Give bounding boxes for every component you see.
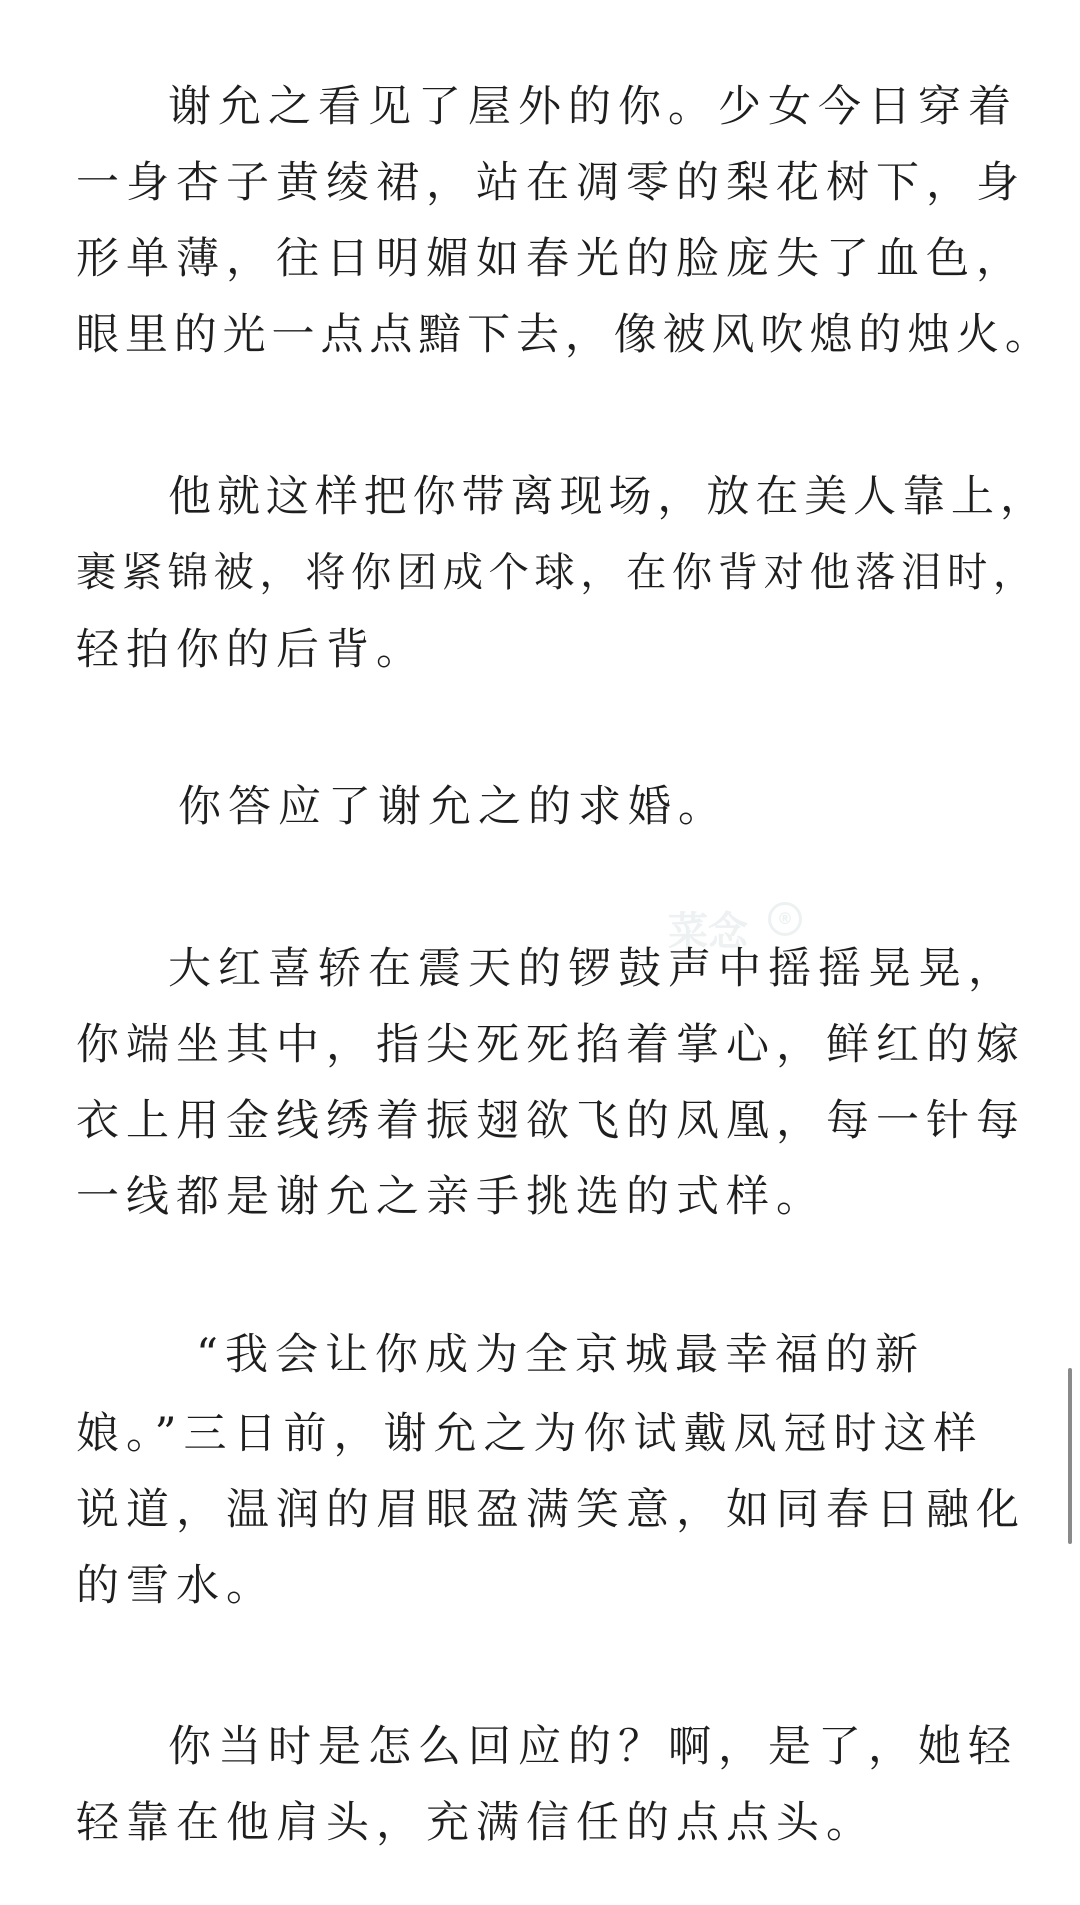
- text-line: 他就这样把你带离现场，放在美人靠上，: [168, 472, 1049, 522]
- text-line: 轻拍你的后背。: [76, 625, 426, 675]
- text-line: 的雪水。: [76, 1561, 276, 1611]
- registered-mark-icon: ®: [768, 902, 802, 936]
- text-line: 大红喜轿在震天的锣鼓声中摇摇晃晃，: [168, 944, 1018, 994]
- scrollbar[interactable]: [1068, 0, 1080, 1905]
- text-line: 衣上用金线绣着振翅欲飞的凤凰，每一针每: [76, 1096, 1026, 1146]
- scrollbar-thumb[interactable]: [1068, 1368, 1072, 1544]
- text-line: 裹紧锦被，将你团成个球，在你背对他落泪时，: [76, 549, 1039, 596]
- text-line: 形单薄，往日明媚如春光的脸庞失了血色，: [76, 234, 1026, 284]
- text-line: 你答应了谢允之的求婚。: [178, 782, 728, 832]
- text-line: 轻靠在他肩头，充满信任的点点头。: [76, 1798, 876, 1848]
- text-line: 你当时是怎么回应的？啊，是了，她轻: [168, 1722, 1018, 1772]
- text-line: 娘。”三日前，谢允之为你试戴凤冠时这样: [76, 1409, 984, 1459]
- watermark-text: 菜念: [668, 909, 748, 955]
- text-line: 眼里的光一点点黯下去，像被风吹熄的烛火。: [76, 310, 1054, 360]
- text-line: “我会让你成为全京城最幸福的新: [196, 1330, 925, 1380]
- text-line: 谢允之看见了屋外的你。少女今日穿着: [168, 82, 1018, 132]
- text-line: 一身杏子黄绫裙，站在凋零的梨花树下，身: [76, 158, 1026, 208]
- text-line: 你端坐其中，指尖死死掐着掌心，鲜红的嫁: [76, 1020, 1026, 1070]
- text-line: 一线都是谢允之亲手挑选的式样。: [76, 1172, 826, 1222]
- text-line: 说道，温润的眉眼盈满笑意，如同春日融化: [76, 1485, 1026, 1535]
